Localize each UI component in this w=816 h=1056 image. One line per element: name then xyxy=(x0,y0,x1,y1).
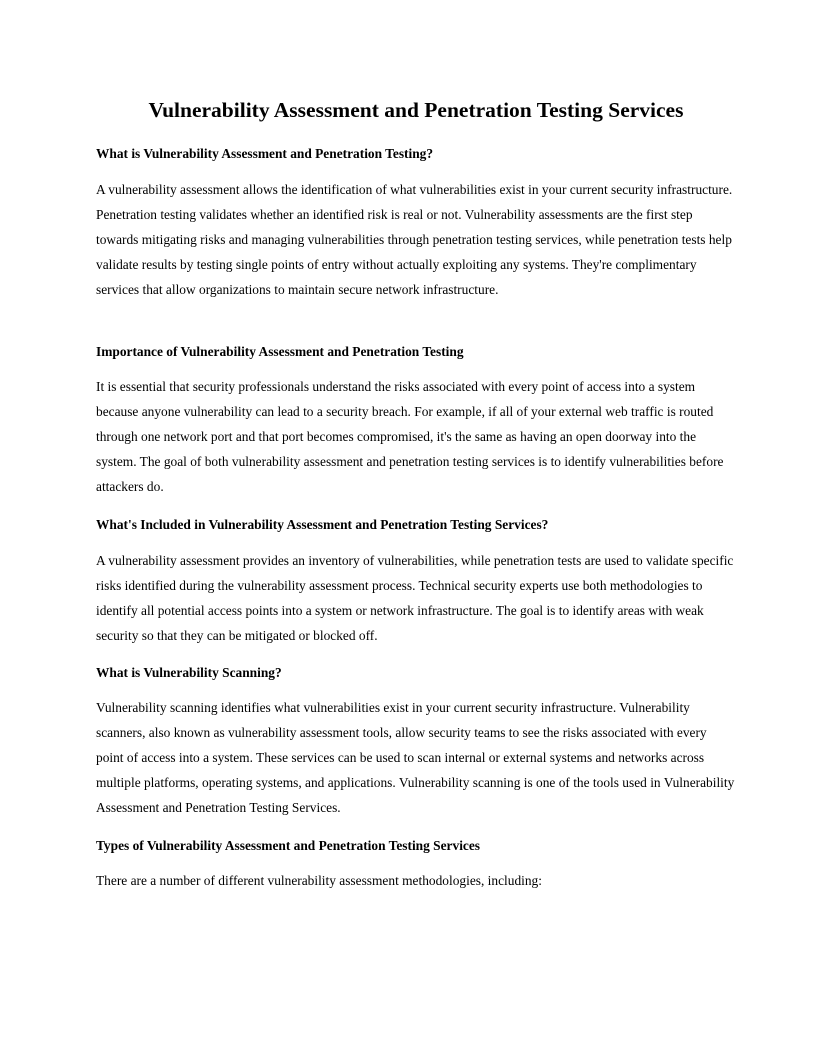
section-body-types: There are a number of different vulnerability assessment methodologies, including: xyxy=(96,873,542,888)
section-heading-types: Types of Vulnerability Assessment and Penetration Testing Services xyxy=(96,838,481,853)
section-body-whats-included: A vulnerability assessment provides an inventory of vulnerabilities, while penetration tests are used to validate specific risks identified during the vulnerability assessment process. Technical security experts use both methodologies to identify all potential access points into a system or network infrastructure. The goal is to identify areas with weak security so that they can be mitigated or blocked off. xyxy=(96,553,734,643)
document-title: Vulnerability Assessment and Penetration Testing Services xyxy=(148,98,684,122)
section-body-importance: It is essential that security professionals understand the risks associated with every point of access into a system because anyone vulnerability can lead to a security breach. For example, if all of your external web traffic is routed through one network port and that port becomes compromised, it's the same as having an open doorway into the system. The goal of both vulnerability assessment and penetration testing services is to identify vulnerabilities before attackers do. xyxy=(96,379,724,494)
section-heading-what-is-vapt: What is Vulnerability Assessment and Penetration Testing? xyxy=(96,146,434,161)
section-body-vulnerability-scanning: Vulnerability scanning identifies what vulnerabilities exist in your current security infrastructure. Vulnerability scanners, also known as vulnerability assessment tools, allow security teams to see the risks associated with every point of access into a system. These services can be used to scan internal or external systems and networks across multiple platforms, operating systems, and applications. Vulnerability scanning is one of the tools used in Vulnerability Assessment and Penetration Testing Services. xyxy=(96,700,735,815)
section-heading-importance: Importance of Vulnerability Assessment and Penetration Testing xyxy=(96,344,464,359)
section-body-what-is-vapt: A vulnerability assessment allows the identification of what vulnerabilities exist in your current security infrastructure. Penetration testing validates whether an identified risk is real or not. Vulnerability assessments are the first step towards mitigating risks and managing vulnerabilities through penetration testing services, while penetration tests help validate results by testing single points of entry without actually exploiting any systems. They're complimentary services that allow organizations to maintain secure network infrastructure. xyxy=(96,182,733,297)
section-heading-whats-included: What's Included in Vulnerability Assessment and Penetration Testing Services? xyxy=(96,517,549,532)
section-heading-vulnerability-scanning: What is Vulnerability Scanning? xyxy=(96,665,282,680)
